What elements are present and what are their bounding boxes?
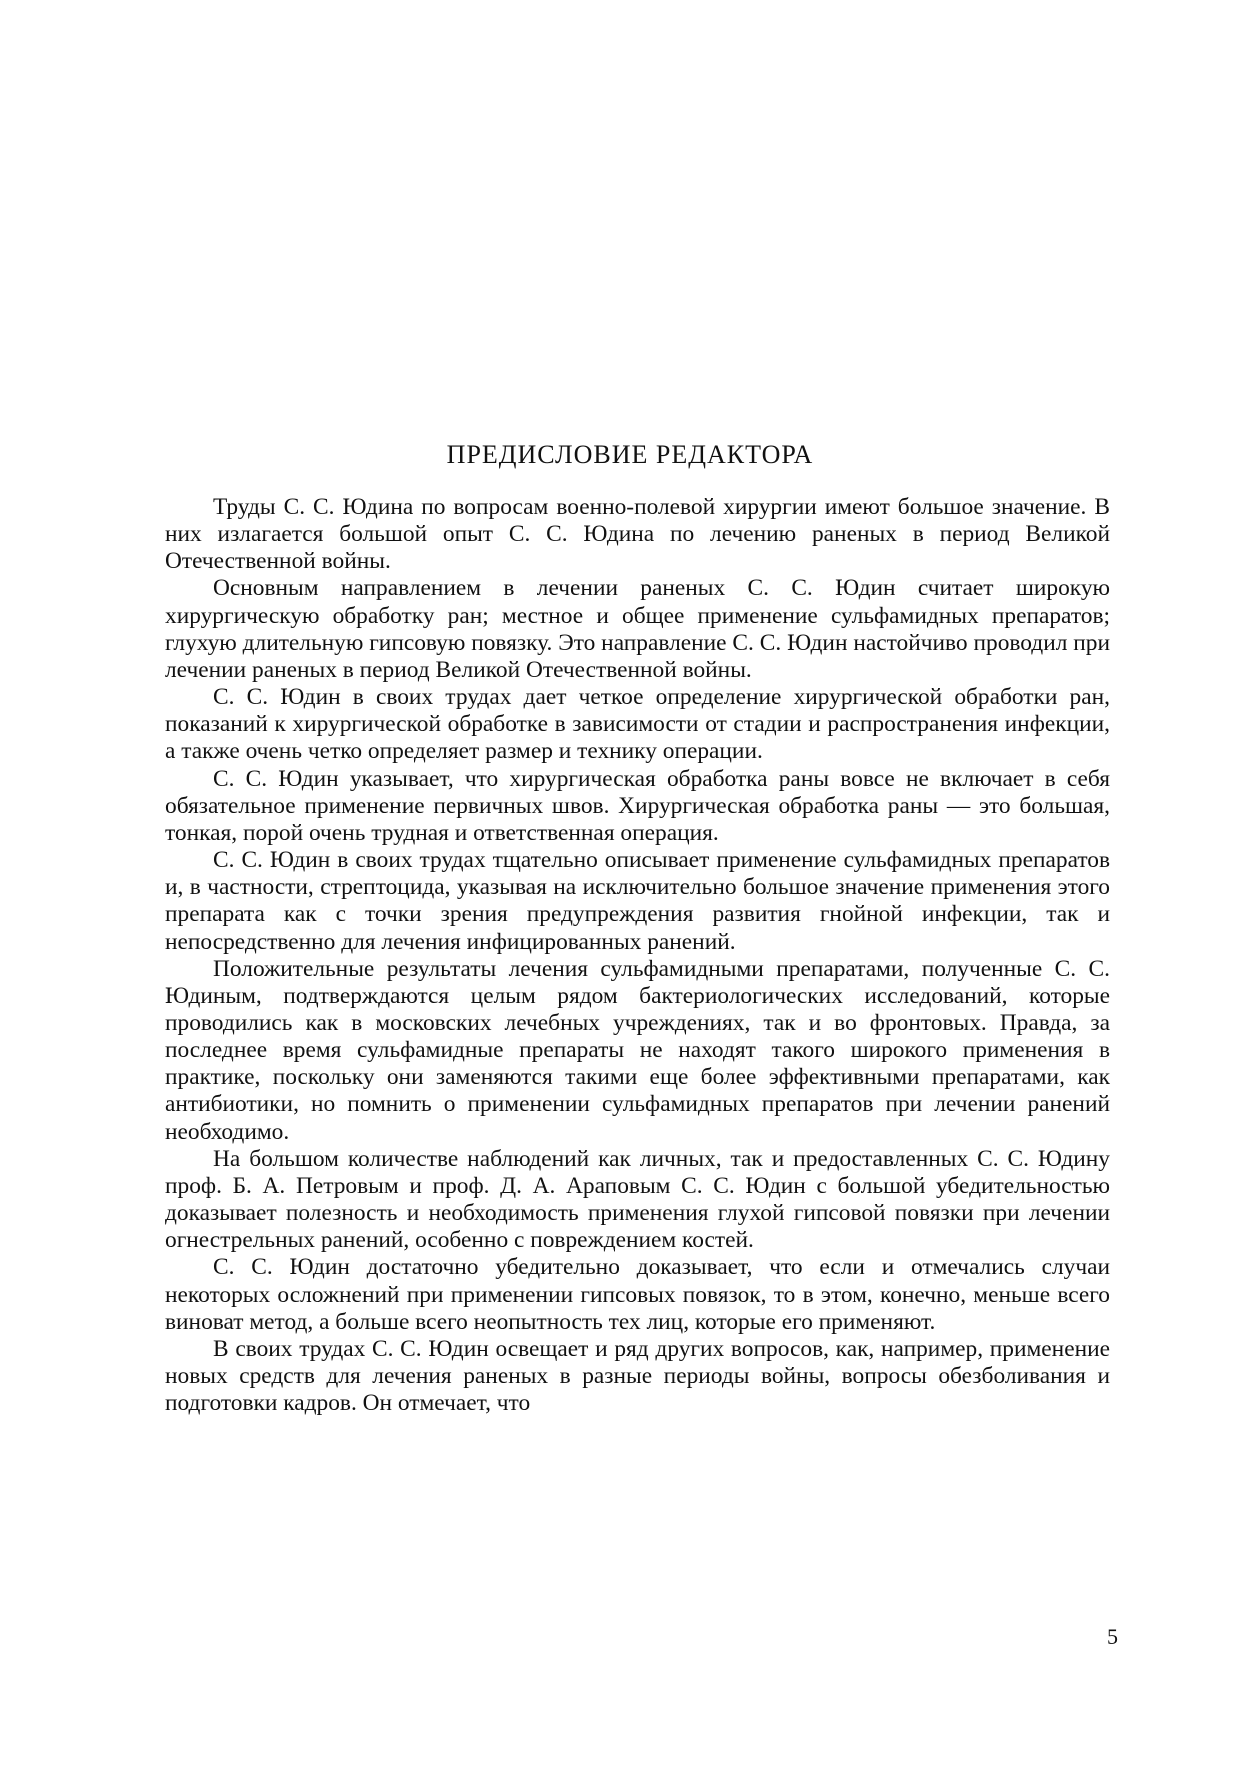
paragraph-9: В своих трудах С. С. Юдин освещает и ряд других вопросов, как, например, применение новых средств для лечения раненых в разные периоды войны, вопросы обезболивания и подготовки кадров. Он отмечает, что [165,1335,1110,1417]
paragraph-4: С. С. Юдин указывает, что хирургическая обработка раны вовсе не включает в себя обязательное применение первичных швов. Хирургическая обработка раны — это большая, тонкая, порой очень трудная и ответственная операция. [165,765,1110,846]
paragraph-1: Труды С. С. Юдина по вопросам военно-полевой хирургии имеют большое значение. В них излагается большой опыт С. С. Юдина по лечению раненых в период Великой Отечественной войны. [165,494,1110,575]
page-title: ПРЕДИСЛОВИЕ РЕДАКТОРА [446,440,814,469]
page-number: 5 [1107,1624,1118,1649]
paragraph-6: Положительные результаты лечения сульфамидными препаратами, полученные С. С. Юдиным, подтверждаются целым рядом бактериологических исследований, которые проводились как в московских лечебных учреждениях, так и во фронтовых. Правда, за последнее время сульфамидные препараты не находят такого широкого применения в практике, поскольку они заменяются такими еще более эффективными препаратами, как антибиотики, но помнить о применении сульфамидных препаратов при лечении ранений необходимо. [165,955,1110,1145]
paragraph-8: С. С. Юдин достаточно убедительно доказывает, что если и отмечались случаи некоторых осложнений при применении гипсовых повязок, то в этом, конечно, меньше всего виноват метод, а больше всего неопытность тех лиц, которые его применяют. [165,1254,1110,1335]
paragraph-3: С. С. Юдин в своих трудах дает четкое определение хирургической обработки ран, показаний к хирургической обработке в зависимости от стадии и распространения инфекции, а также очень четко определяет размер и технику операции. [165,684,1110,765]
paragraph-5: С. С. Юдин в своих трудах тщательно описывает применение сульфамидных препаратов и, в частности, стрептоцида, указывая на исключительно большое значение применения этого препарата как с точки зрения предупреждения развития гнойной инфекции, так и непосредственно для лечения инфицированных ранений. [165,847,1110,955]
paragraph-2: Основным направлением в лечении раненых С. С. Юдин считает широкую хирургическую обработку ран; местное и общее применение сульфамидных препаратов; глухую длительную гипсовую повязку. Это направление С. С. Юдин настойчиво проводил при лечении раненых в период Великой Отечественной войны. [165,575,1110,683]
paragraph-7: На большом количестве наблюдений как личных, так и предоставленных С. С. Юдину проф. Б. А. Петровым и проф. Д. А. Араповым С. С. Юдин с большой убедительностью доказывает полезность и необходимость применения глухой гипсовой повязки при лечении огнестрельных ранений, особенно с повреждением костей. [165,1145,1110,1254]
body-text [165,494,1110,1417]
